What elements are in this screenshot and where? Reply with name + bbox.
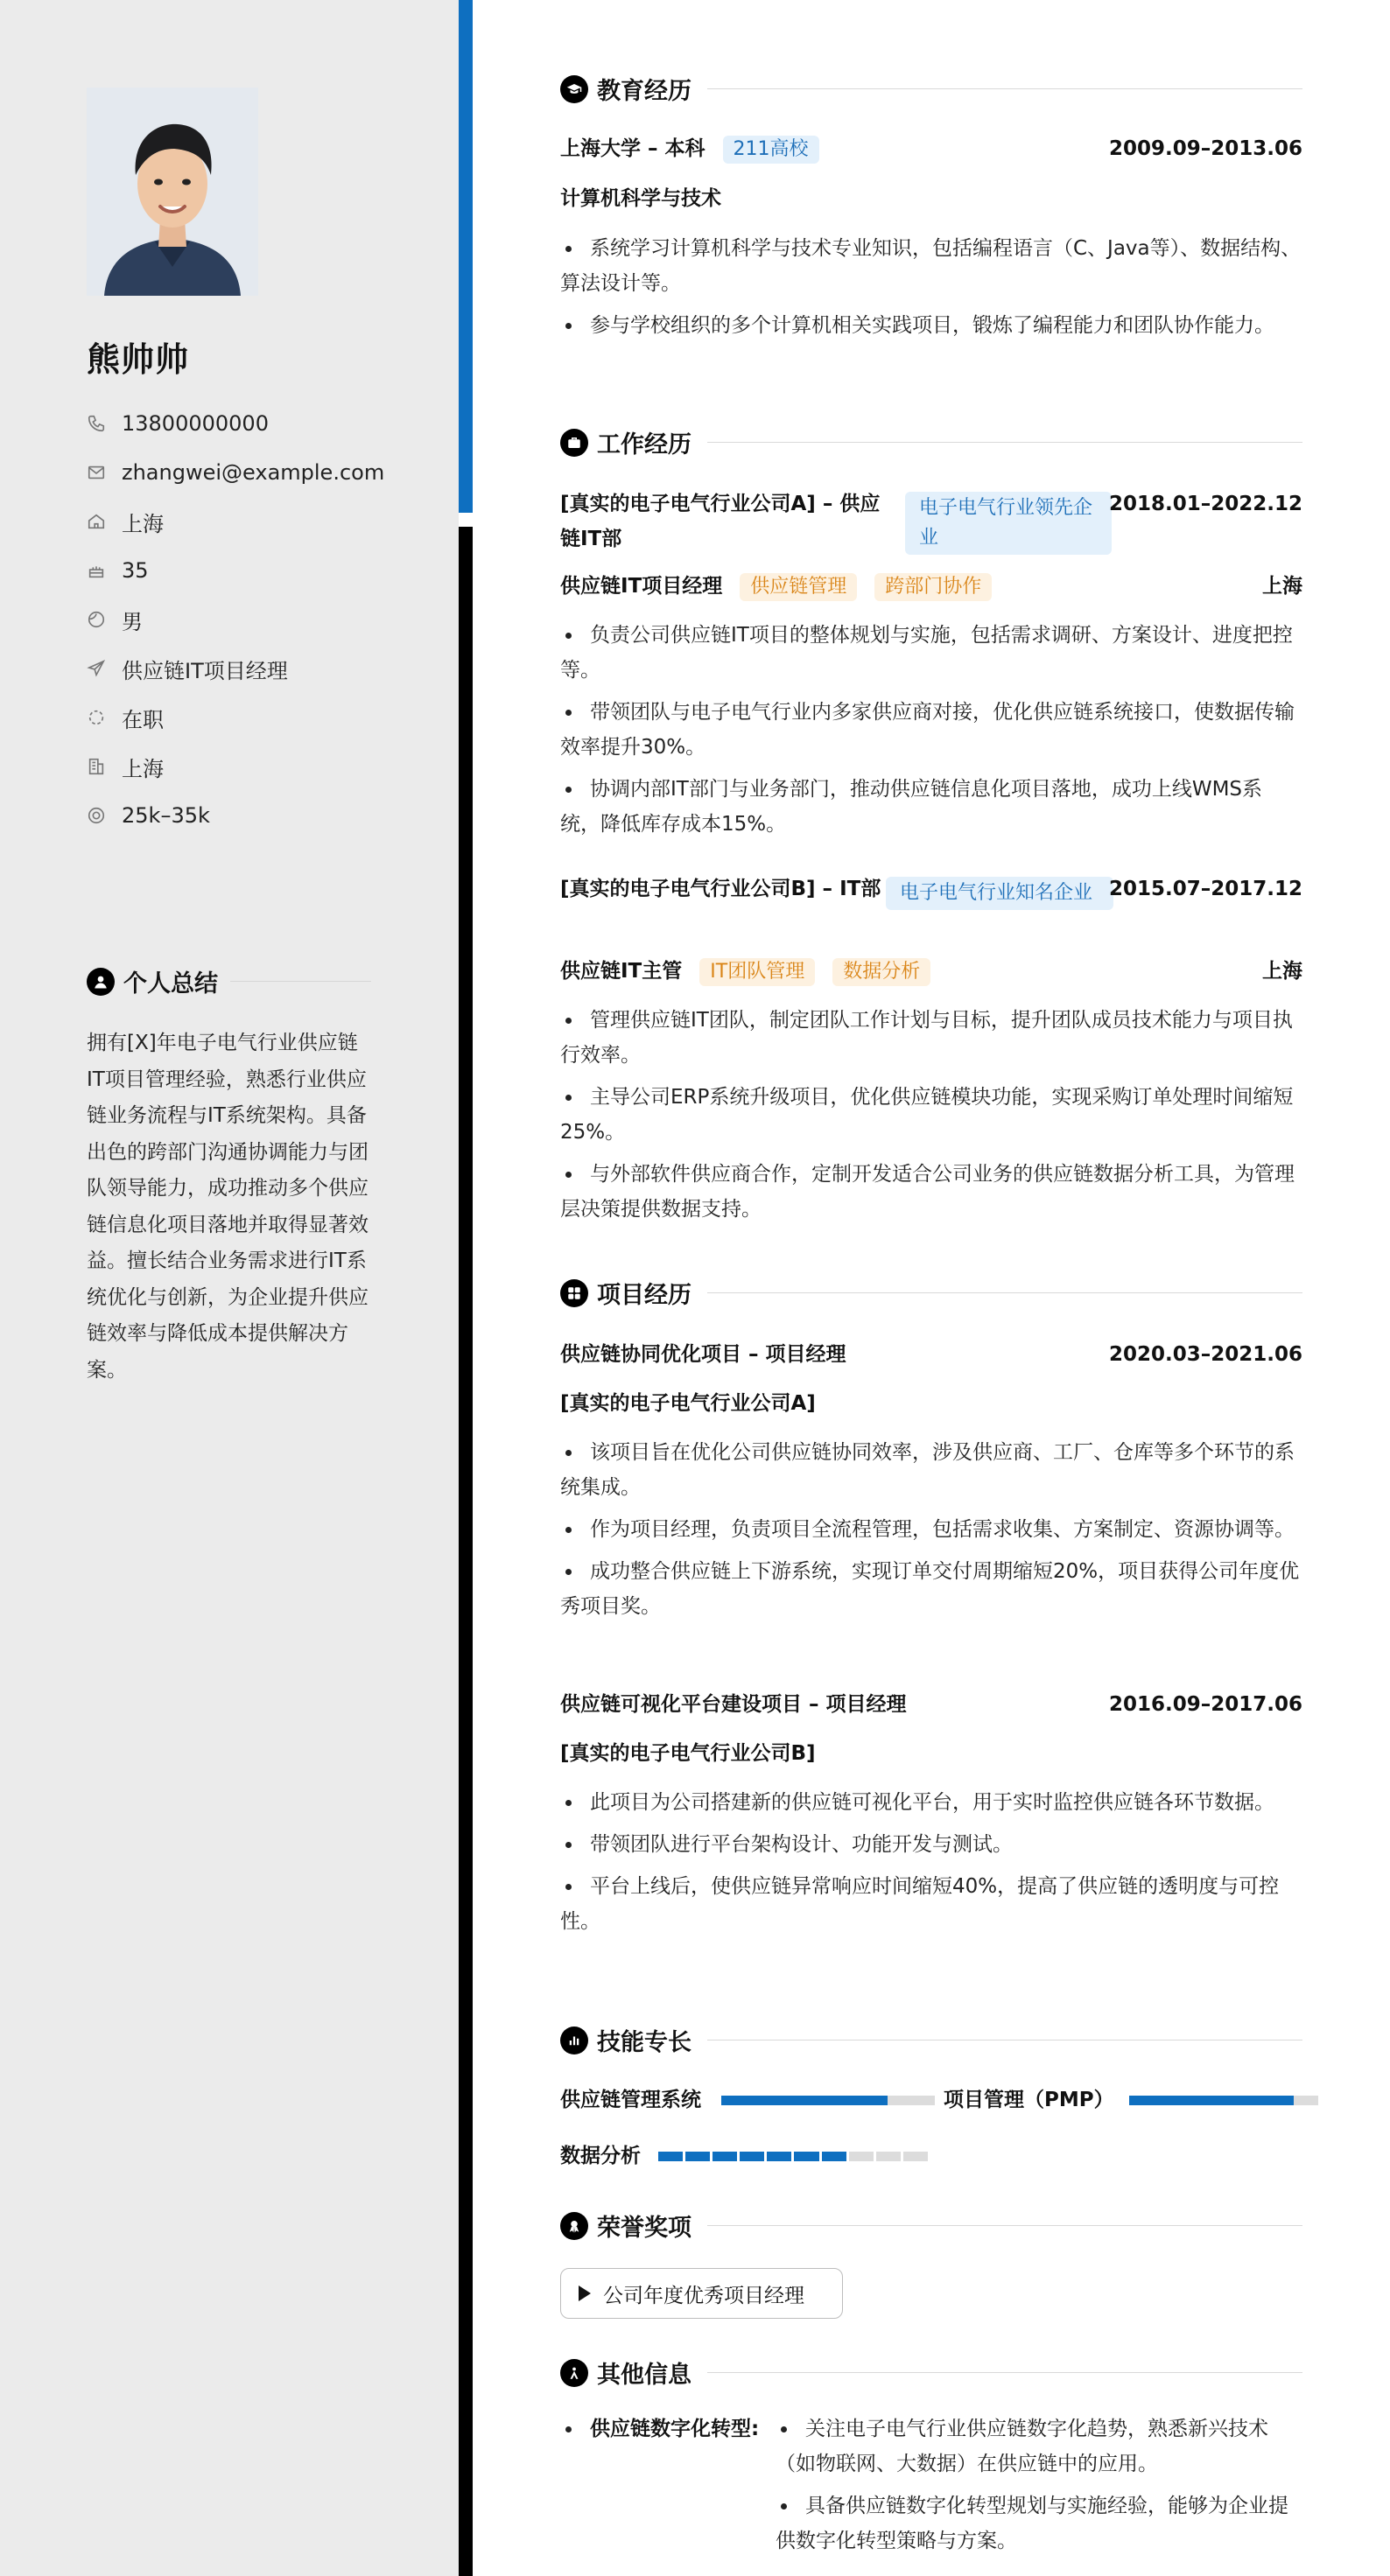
skill-name: 项目管理（PMP）	[944, 2089, 1114, 2111]
status-icon	[87, 708, 106, 727]
job-role	[560, 569, 992, 604]
job-tag: 跨部门协作	[874, 573, 992, 601]
work-rule	[707, 442, 1302, 443]
accent-divider	[459, 0, 473, 513]
info-gender-text: 男	[122, 609, 143, 634]
project-name: 供应链协同优化项目 – 项目经理	[560, 1343, 846, 1366]
user-icon	[87, 968, 115, 996]
list-item: 管理供应链IT团队，制定团队工作计划与目标，提升团队成员技术能力与项目执行效率。	[560, 1003, 1302, 1073]
education-rule	[707, 88, 1302, 89]
bar-chart-icon	[560, 2026, 588, 2054]
skill-bar	[721, 2096, 935, 2105]
projects-title: 项目经历	[597, 1282, 691, 1309]
info-icon	[560, 2359, 588, 2387]
info-age	[87, 546, 384, 595]
list-item: 带领团队与电子电气行业内多家供应商对接，优化供应链系统接口，使数据传输效率提升30%。	[560, 695, 1302, 765]
grid-icon	[560, 1279, 588, 1307]
avatar	[87, 88, 258, 296]
skill-segment	[822, 2152, 846, 2161]
info-status	[87, 693, 384, 742]
summary-rule	[230, 981, 371, 982]
job-location: 上海	[1262, 575, 1302, 598]
skill-name: 数据分析	[560, 2145, 641, 2167]
skill-bar	[1129, 2096, 1318, 2105]
list-item: 参与学校组织的多个计算机相关实践项目，锻炼了编程能力和团队协作能力。	[560, 308, 1302, 343]
summary-heading	[87, 964, 371, 998]
skill-name: 供应链管理系统	[560, 2089, 701, 2111]
list-item: 此项目为公司搭建新的供应链可视化平台，用于实时监控供应链各环节数据。	[560, 1785, 1302, 1820]
info-age-text: 35	[122, 558, 149, 583]
info-city-text: 上海	[122, 511, 164, 536]
work-heading	[560, 425, 1302, 459]
skill-segment	[794, 2152, 818, 2161]
building-icon	[87, 757, 106, 776]
home-icon	[87, 512, 106, 531]
info-position	[87, 644, 384, 693]
graduation-cap-icon	[560, 75, 588, 103]
skill-segment	[767, 2152, 791, 2161]
school-name	[560, 131, 819, 166]
projects-rule	[707, 1292, 1302, 1293]
briefcase-icon	[560, 429, 588, 457]
school-name-text: 上海大学 – 本科	[560, 137, 706, 160]
summary-title: 个人总结	[123, 970, 218, 998]
info-city	[87, 497, 384, 546]
info-work-city-text: 上海	[122, 756, 164, 781]
info-work-city	[87, 742, 384, 791]
project-company: [真实的电子电气行业公司A]	[560, 1392, 816, 1415]
project-bullets	[560, 1785, 1302, 1946]
award-text: 公司年度优秀项目经理	[603, 2284, 804, 2307]
job-tag: 供应链管理	[740, 573, 857, 601]
info-phone-text: 13800000000	[122, 411, 269, 436]
info-email-text: zhangwei@example.com	[122, 460, 385, 485]
other-key: 供应链数字化转型:	[560, 2412, 759, 2446]
job-bullets	[560, 1003, 1302, 1234]
list-item: 作为项目经理，负责项目全流程管理，包括需求收集、方案制定、资源协调等。	[560, 1512, 1302, 1547]
list-item: 关注电子电气行业供应链数字化趋势，熟悉新兴技术（如物联网、大数据）在供应链中的应用。	[776, 2412, 1302, 2482]
skill-segment	[658, 2152, 683, 2161]
education-bullets	[560, 231, 1302, 350]
job-company-tag: 电子电气行业领先企业	[905, 492, 1112, 555]
projects-heading	[560, 1276, 1302, 1310]
skill-segment	[713, 2152, 737, 2161]
job-location: 上海	[1262, 960, 1302, 983]
project-name: 供应链可视化平台建设项目 – 项目经理	[560, 1693, 907, 1716]
list-item: 负责公司供应链IT项目的整体规划与实施，包括需求调研、方案设计、进度把控等。	[560, 618, 1302, 688]
awards-title: 荣誉奖项	[597, 2215, 691, 2242]
awards-rule	[707, 2225, 1302, 2226]
info-salary	[87, 791, 384, 840]
info-status-text: 在职	[122, 707, 164, 732]
job-date: 2015.07–2017.12	[1108, 878, 1302, 900]
other-title: 其他信息	[597, 2362, 691, 2389]
dark-divider	[459, 527, 473, 2576]
list-item: 成功整合供应链上下游系统，实现订单交付周期缩短20%，项目获得公司年度优秀项目奖。	[560, 1554, 1302, 1624]
school-tag: 211高校	[723, 136, 819, 164]
skill-segment	[876, 2152, 901, 2161]
job-role	[560, 954, 930, 989]
education-heading	[560, 72, 1302, 106]
other-rule	[707, 2372, 1302, 2373]
award-icon	[560, 2212, 588, 2240]
job-bullets	[560, 618, 1302, 849]
job-company: [真实的电子电气行业公司A] – 供应链IT部	[560, 493, 881, 550]
list-item: 与外部软件供应商合作，定制开发适合公司业务的供应链数据分析工具，为管理层决策提供数据支持。	[560, 1157, 1302, 1227]
project-company: [真实的电子电气行业公司B]	[560, 1742, 816, 1765]
phone-icon	[87, 414, 106, 433]
major: 计算机科学与技术	[560, 187, 721, 210]
play-icon	[579, 2286, 591, 2301]
job-company-tag: 电子电气行业知名企业	[886, 877, 1113, 910]
info-gender	[87, 595, 384, 644]
avatar-portrait-icon	[87, 88, 258, 296]
award-chip	[560, 2268, 843, 2319]
list-item: 带领团队进行平台架构设计、功能开发与测试。	[560, 1827, 1302, 1862]
list-item: 系统学习计算机科学与技术专业知识，包括编程语言（C、Java等）、数据结构、算法设计等。	[560, 231, 1302, 301]
skills-heading	[560, 2023, 1302, 2057]
job-role-text: 供应链IT主管	[560, 960, 683, 983]
job-company: [真实的电子电气行业公司B] – IT部	[560, 878, 881, 900]
list-item: 协调内部IT部门与业务部门，推动供应链信息化项目落地，成功上线WMS系统，降低库存成本15%。	[560, 772, 1302, 842]
education-date: 2009.09–2013.06	[1108, 137, 1302, 160]
cake-icon	[87, 561, 106, 580]
info-email	[87, 448, 384, 497]
mail-icon	[87, 463, 106, 482]
skill-bar-fill	[1129, 2096, 1294, 2105]
list-item: 平台上线后，使供应链异常响应时间缩短40%，提高了供应链的透明度与可控性。	[560, 1869, 1302, 1939]
skill-segment	[685, 2152, 710, 2161]
other-heading	[560, 2356, 1302, 2390]
skill-segment	[740, 2152, 764, 2161]
job-tag: 数据分析	[832, 958, 930, 986]
project-date: 2016.09–2017.06	[1108, 1693, 1302, 1716]
skill-segment-bar	[658, 2152, 928, 2161]
education-title: 教育经历	[597, 78, 691, 105]
skills-title: 技能专长	[597, 2029, 691, 2056]
job-date: 2018.01–2022.12	[1108, 493, 1302, 515]
send-icon	[87, 659, 106, 678]
summary-text: 拥有[X]年电子电气行业供应链IT项目管理经验，熟悉行业供应链业务流程与IT系统架构。具备出色的跨部门沟通协调能力与团队领导能力，成功推动多个供应链信息化项目落地并取得显著效益。擅长结合业务需求进行IT系统优化与创新，为企业提升供应链效率与降低成本提供解决方案。	[87, 1032, 369, 1382]
awards-heading	[560, 2208, 1302, 2243]
project-date: 2020.03–2021.06	[1108, 1343, 1302, 1366]
contact-info-list	[87, 399, 384, 840]
info-position-text: 供应链IT项目经理	[122, 658, 288, 683]
list-item: 该项目旨在优化公司供应链协同效率，涉及供应商、工厂、仓库等多个环节的系统集成。	[560, 1435, 1302, 1505]
work-title: 工作经历	[597, 431, 691, 458]
other-bullets	[776, 2412, 1302, 2566]
job-tag: IT团队管理	[699, 958, 815, 986]
skill-segment	[849, 2152, 874, 2161]
list-item: 主导公司ERP系统升级项目，优化供应链模块功能，实现采购订单处理时间缩短25%。	[560, 1080, 1302, 1150]
info-salary-text: 25k–35k	[122, 803, 210, 828]
salary-icon	[87, 806, 106, 825]
candidate-name: 熊帅帅	[87, 340, 190, 379]
list-item: 具备供应链数字化转型规划与实施经验，能够为企业提供数字化转型策略与方案。	[776, 2488, 1302, 2558]
info-phone	[87, 399, 384, 448]
skill-segment	[903, 2152, 928, 2161]
job-role-text: 供应链IT项目经理	[560, 575, 723, 598]
skill-bar-fill	[721, 2096, 888, 2105]
gender-icon	[87, 610, 106, 629]
project-bullets	[560, 1435, 1302, 1631]
